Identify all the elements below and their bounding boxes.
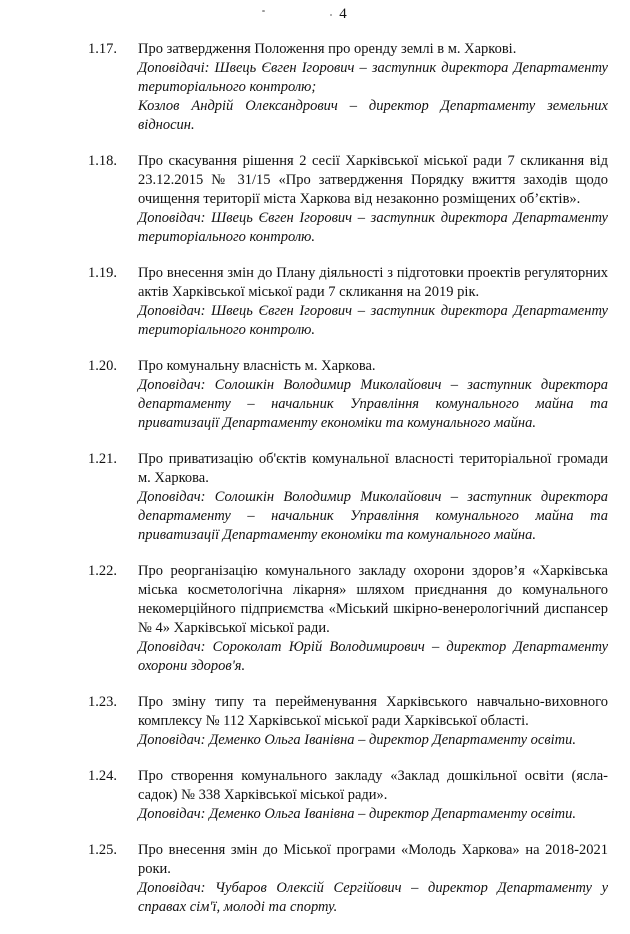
page-number-value: 4 bbox=[339, 6, 347, 22]
agenda-item-number: 1.21. bbox=[88, 451, 117, 467]
page-number bbox=[0, 6, 630, 23]
agenda-item-number: 1.18. bbox=[88, 153, 117, 169]
agenda-item-title: Про створення комунального закладу «Заклад дошкільної освіти (ясла-садок) № 338 Харківської міської ради». bbox=[138, 768, 608, 803]
agenda-item bbox=[88, 841, 608, 917]
agenda-item-title: Про реорганізацію комунального закладу охорони здоров’я «Харківська міська косметологічна лікарня» шляхом приєднання до комунального некомерційного підприємства «Міський шкірно-венерологічний диспансер № 4» Харківської міської ради. bbox=[138, 563, 608, 636]
agenda-item-speaker: Доповідач: Солошкін Володимир Миколайович – заступник директора департаменту – начальник Управління комунального майна та приватизації Департаменту економіки та комунального майна. bbox=[138, 489, 608, 543]
agenda-item-number: 1.25. bbox=[88, 842, 117, 858]
agenda-item-speakers bbox=[138, 59, 608, 135]
agenda-item bbox=[88, 152, 608, 247]
agenda-item-content bbox=[138, 357, 608, 433]
agenda-item-speaker: Доповідач: Швець Євген Ігорович – заступник директора Департаменту територіального контролю. bbox=[138, 210, 608, 245]
agenda-item bbox=[88, 357, 608, 433]
agenda-item-number: 1.24. bbox=[88, 768, 117, 784]
agenda-item bbox=[88, 40, 608, 135]
agenda-item bbox=[88, 450, 608, 545]
agenda-item-title: Про внесення змін до Плану діяльності з підготовки проектів регуляторних актів Харківської міської ради 7 скликання на 2019 рік. bbox=[138, 265, 608, 300]
agenda-item bbox=[88, 562, 608, 676]
agenda-item-title: Про зміну типу та перейменування Харківського навчально-виховного комплексу № 112 Харківської міської ради Харківської області. bbox=[138, 694, 608, 729]
agenda-item-speakers bbox=[138, 731, 608, 750]
agenda-item-speakers bbox=[138, 805, 608, 824]
agenda-item-speaker: Доповідач: Швець Євген Ігорович – заступник директора Департаменту територіального контролю. bbox=[138, 303, 608, 338]
agenda-item-number: 1.17. bbox=[88, 41, 117, 57]
agenda-item-speaker: Доповідач: Деменко Ольга Іванівна – директор Департаменту освіти. bbox=[138, 806, 576, 822]
agenda-item-content bbox=[138, 40, 608, 135]
agenda-item-speaker: Доповідач: Солошкін Володимир Миколайович – заступник директора департаменту – начальник Управління комунального майна та приватизації Департаменту економіки та комунального майна. bbox=[138, 377, 608, 431]
agenda-item-number: 1.23. bbox=[88, 694, 117, 710]
agenda-item-speakers bbox=[138, 302, 608, 340]
agenda-item-number: 1.20. bbox=[88, 358, 117, 374]
agenda-item-speaker: Доповідачі: Швець Євген Ігорович – заступник директора Департаменту територіального контролю; bbox=[138, 60, 608, 95]
agenda-item-speakers bbox=[138, 879, 608, 917]
agenda-item-title: Про скасування рішення 2 сесії Харківської міської ради 7 скликання від 23.12.2015 № 31/15 «Про затвердження Порядку вжиття заходів щодо очищення території міста Харкова від незаконно розміщених об’єктів». bbox=[138, 153, 608, 207]
agenda-item-title: Про внесення змін до Міської програми «Молодь Харкова» на 2018-2021 роки. bbox=[138, 842, 608, 877]
agenda-item-content bbox=[138, 841, 608, 917]
agenda-item-number: 1.22. bbox=[88, 563, 117, 579]
agenda-item-content bbox=[138, 152, 608, 247]
agenda-item-speakers bbox=[138, 638, 608, 676]
agenda-item-speakers bbox=[138, 376, 608, 433]
agenda-item-speaker: Доповідач: Деменко Ольга Іванівна – директор Департаменту освіти. bbox=[138, 732, 576, 748]
scan-speck bbox=[262, 10, 265, 12]
agenda-item-content bbox=[138, 264, 608, 340]
agenda-item-speaker: Козлов Андрій Олександрович – директор Департаменту земельних відносин. bbox=[138, 98, 608, 133]
agenda-item bbox=[88, 767, 608, 824]
agenda-item-number: 1.19. bbox=[88, 265, 117, 281]
agenda-items-list bbox=[88, 40, 608, 934]
agenda-item bbox=[88, 264, 608, 340]
agenda-item-content bbox=[138, 562, 608, 676]
agenda-item-speakers bbox=[138, 209, 608, 247]
agenda-item-speaker: Доповідач: Сороколат Юрій Володимирович – директор Департаменту охорони здоров'я. bbox=[138, 639, 608, 674]
agenda-item bbox=[88, 693, 608, 750]
agenda-item-title: Про приватизацію об'єктів комунальної власності територіальної громади м. Харкова. bbox=[138, 451, 608, 486]
scan-speck bbox=[330, 14, 332, 16]
agenda-item-title: Про затвердження Положення про оренду землі в м. Харкові. bbox=[138, 41, 517, 57]
agenda-item-speaker: Доповідач: Чубаров Олексій Сергійович – директор Департаменту у справах сім'ї, молоді та спорту. bbox=[138, 880, 608, 915]
agenda-item-content bbox=[138, 767, 608, 824]
agenda-item-content bbox=[138, 693, 608, 750]
agenda-item-speakers bbox=[138, 488, 608, 545]
agenda-item-title: Про комунальну власність м. Харкова. bbox=[138, 358, 376, 374]
agenda-item-content bbox=[138, 450, 608, 545]
